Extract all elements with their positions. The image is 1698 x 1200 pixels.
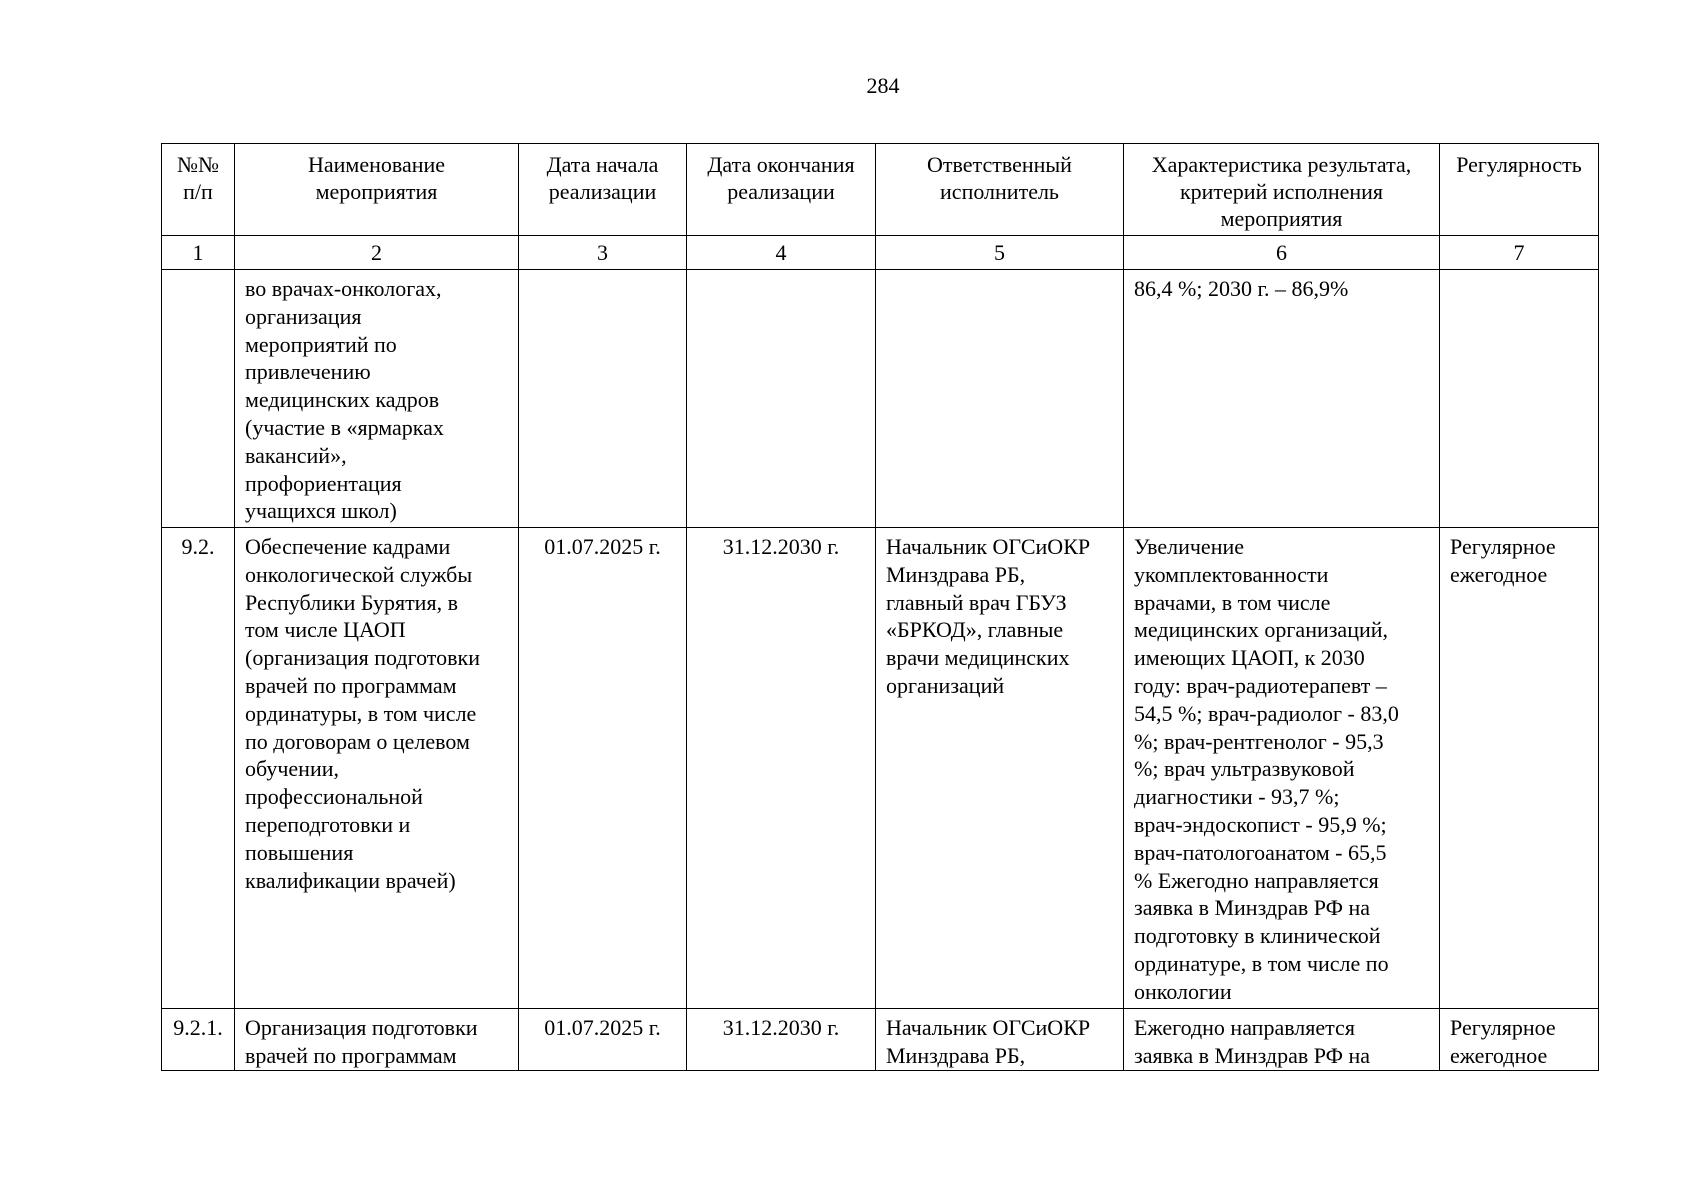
page-number: 284 <box>866 73 900 98</box>
result: 86,4 %; 2030 г. – 86,9% <box>1124 270 1440 528</box>
responsible: Начальник ОГСиОКР Минздрава РБ, главный врач ГБУЗ «БРКОД», главные врачи медицинских организаций <box>876 528 1124 1009</box>
table-row <box>162 1009 1599 1071</box>
header-result: Характеристика результата, критерий исполнения мероприятия <box>1124 144 1440 236</box>
table-header-row <box>162 144 1599 236</box>
regularity: Регулярное ежегодное <box>1440 1009 1599 1071</box>
activity-name: Организация подготовки врачей по программам <box>235 1009 519 1071</box>
activity-name: Обеспечение кадрами онкологической службы Республики Бурятия, в том числе ЦАОП (организация подготовки врачей по программам ординатуры, в том числе по договорам о целевом обучении, профессиональной переподготовки и повышения квалификации врачей) <box>235 528 519 1009</box>
column-number: 4 <box>687 236 876 270</box>
column-number: 1 <box>162 236 235 270</box>
activities-table <box>161 143 1599 1071</box>
end-date: 31.12.2030 г. <box>687 1009 876 1071</box>
row-number: 9.2.1. <box>162 1009 235 1071</box>
row-number: 9.2. <box>162 528 235 1009</box>
header-number: №№ п/п <box>162 144 235 236</box>
end-date <box>687 270 876 528</box>
column-number: 7 <box>1440 236 1599 270</box>
row-number <box>162 270 235 528</box>
column-number: 2 <box>235 236 519 270</box>
column-number: 3 <box>519 236 687 270</box>
header-regularity: Регулярность <box>1440 144 1599 236</box>
end-date: 31.12.2030 г. <box>687 528 876 1009</box>
column-number: 6 <box>1124 236 1440 270</box>
table-row <box>162 270 1599 528</box>
header-activity-name: Наименование мероприятия <box>235 144 519 236</box>
table-row <box>162 528 1599 1009</box>
result: Увеличение укомплектованности врачами, в том числе медицинских организаций, имеющих ЦАОП, к 2030 году: врач-радиотерапевт – 54,5 %; врач-радиолог - 83,0 %; врач-рентгенолог - 95,3 %; врач ультразвуковой диагностики - 93,7 %; врач-эндоскопист - 95,9 %; врач-патологоанатом - 65,5 % Ежегодно направляется заявка в Минздрав РФ на подготовку в клинической ординатуре, в том числе по онкологии <box>1124 528 1440 1009</box>
header-start-date: Дата начала реализации <box>519 144 687 236</box>
start-date <box>519 270 687 528</box>
responsible <box>876 270 1124 528</box>
start-date: 01.07.2025 г. <box>519 1009 687 1071</box>
regularity <box>1440 270 1599 528</box>
column-numbers-row <box>162 236 1599 270</box>
activity-name: во врачах-онкологах, организация мероприятий по привлечению медицинских кадров (участие в «ярмарках вакансий», профориентация учащихся школ) <box>235 270 519 528</box>
column-number: 5 <box>876 236 1124 270</box>
header-end-date: Дата окончания реализации <box>687 144 876 236</box>
result: Ежегодно направляется заявка в Минздрав РФ на <box>1124 1009 1440 1071</box>
header-responsible: Ответственный исполнитель <box>876 144 1124 236</box>
regularity: Регулярное ежегодное <box>1440 528 1599 1009</box>
start-date: 01.07.2025 г. <box>519 528 687 1009</box>
responsible: Начальник ОГСиОКР Минздрава РБ, <box>876 1009 1124 1071</box>
